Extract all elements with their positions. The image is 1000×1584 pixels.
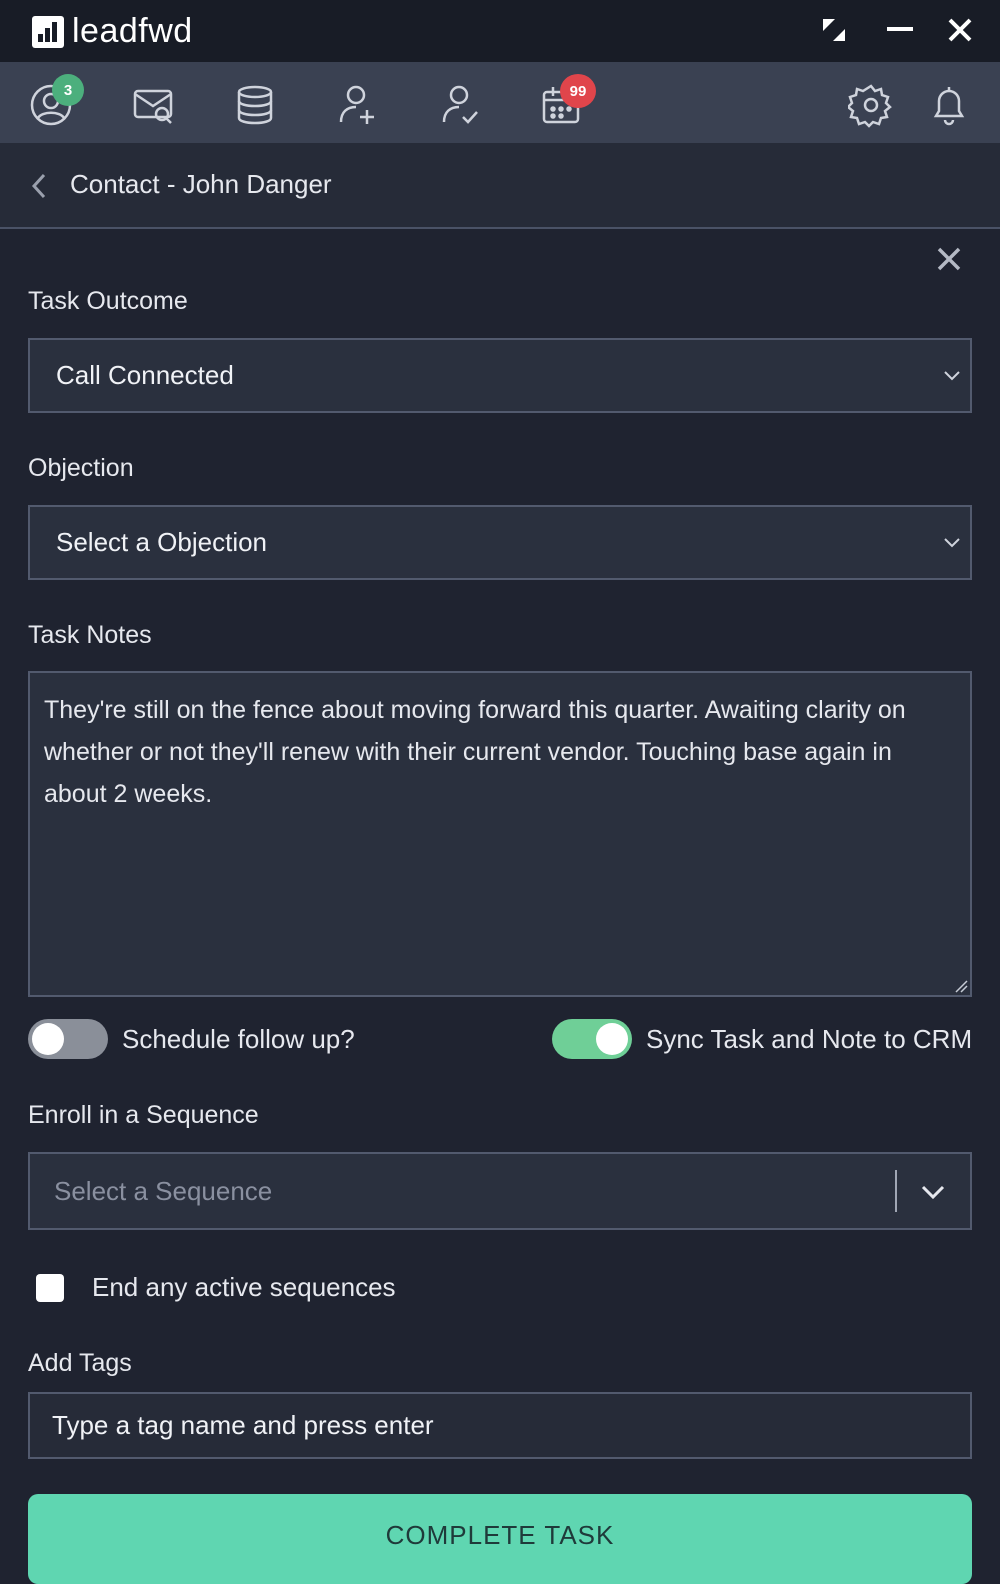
- task-notes-text: They're still on the fence about moving forward this quarter. Awaiting clarity on whether or not they'll renew with their current vendor. Touching base again in about 2 weeks.: [44, 696, 906, 808]
- email-search-button[interactable]: [128, 80, 178, 130]
- close-icon: [946, 16, 974, 44]
- sequence-label: Enroll in a Sequence: [28, 1101, 259, 1129]
- app-name: leadfwd: [72, 12, 193, 50]
- add-contact-button[interactable]: [332, 80, 382, 130]
- schedule-follow-up-label: Schedule follow up?: [122, 1024, 355, 1054]
- sequence-placeholder: Select a Sequence: [54, 1176, 273, 1206]
- icon-toolbar: [0, 62, 1000, 143]
- toggle-knob: [32, 1023, 64, 1055]
- settings-button[interactable]: [846, 80, 896, 130]
- chevron-down-icon[interactable]: [920, 1182, 946, 1202]
- complete-task-button[interactable]: [28, 1494, 972, 1584]
- calendar-button[interactable]: [536, 80, 586, 130]
- user-check-icon: [436, 82, 482, 128]
- chevron-down-icon: [942, 366, 962, 386]
- user-plus-icon: [334, 82, 380, 128]
- objection-value: Select a Objection: [56, 527, 268, 557]
- page-header: [0, 143, 1000, 229]
- complete-task-label: COMPLETE TASK: [385, 1520, 615, 1550]
- task-outcome-label: Task Outcome: [28, 287, 188, 315]
- assigned-contacts-button[interactable]: [434, 80, 484, 130]
- task-outcome-value: Call Connected: [56, 360, 234, 390]
- resize-handle-icon[interactable]: [952, 977, 968, 993]
- minimize-icon: [885, 15, 915, 45]
- objection-label: Objection: [28, 454, 134, 482]
- end-sequences-label: End any active sequences: [92, 1272, 396, 1302]
- task-outcome-select[interactable]: [28, 338, 972, 413]
- chevron-down-icon: [942, 533, 962, 553]
- objection-select[interactable]: [28, 505, 972, 580]
- notifications-button[interactable]: [924, 80, 974, 130]
- mail-search-icon: [130, 82, 176, 128]
- app-logo: [32, 12, 193, 51]
- expand-window-button[interactable]: [814, 10, 854, 50]
- sync-crm-toggle[interactable]: [552, 1019, 632, 1059]
- logo-icon: [32, 16, 64, 48]
- minimize-window-button[interactable]: [880, 10, 920, 50]
- expand-icon: [820, 16, 848, 44]
- database-button[interactable]: [230, 80, 280, 130]
- contacts-button[interactable]: [26, 80, 76, 130]
- back-chevron-icon[interactable]: [26, 169, 54, 203]
- select-divider: [895, 1170, 897, 1212]
- sync-crm-label: Sync Task and Note to CRM: [646, 1024, 973, 1054]
- toggle-knob: [596, 1023, 628, 1055]
- bell-icon: [926, 82, 972, 128]
- close-window-button[interactable]: [940, 10, 980, 50]
- sequence-select[interactable]: [28, 1152, 972, 1230]
- contacts-badge: 3: [52, 74, 84, 106]
- calendar-badge: 99: [560, 74, 596, 108]
- close-form-icon[interactable]: [930, 240, 968, 278]
- tags-placeholder: Type a tag name and press enter: [52, 1410, 434, 1440]
- tags-input[interactable]: [28, 1392, 972, 1459]
- database-icon: [232, 82, 278, 128]
- tags-label: Add Tags: [28, 1349, 132, 1377]
- schedule-follow-up-toggle[interactable]: [28, 1019, 108, 1059]
- page-title: Contact - John Danger: [70, 169, 332, 199]
- task-notes-textarea[interactable]: [28, 671, 972, 997]
- title-bar: [0, 0, 1000, 62]
- task-notes-label: Task Notes: [28, 621, 152, 649]
- end-sequences-checkbox[interactable]: [36, 1274, 64, 1302]
- gear-icon: [848, 82, 894, 128]
